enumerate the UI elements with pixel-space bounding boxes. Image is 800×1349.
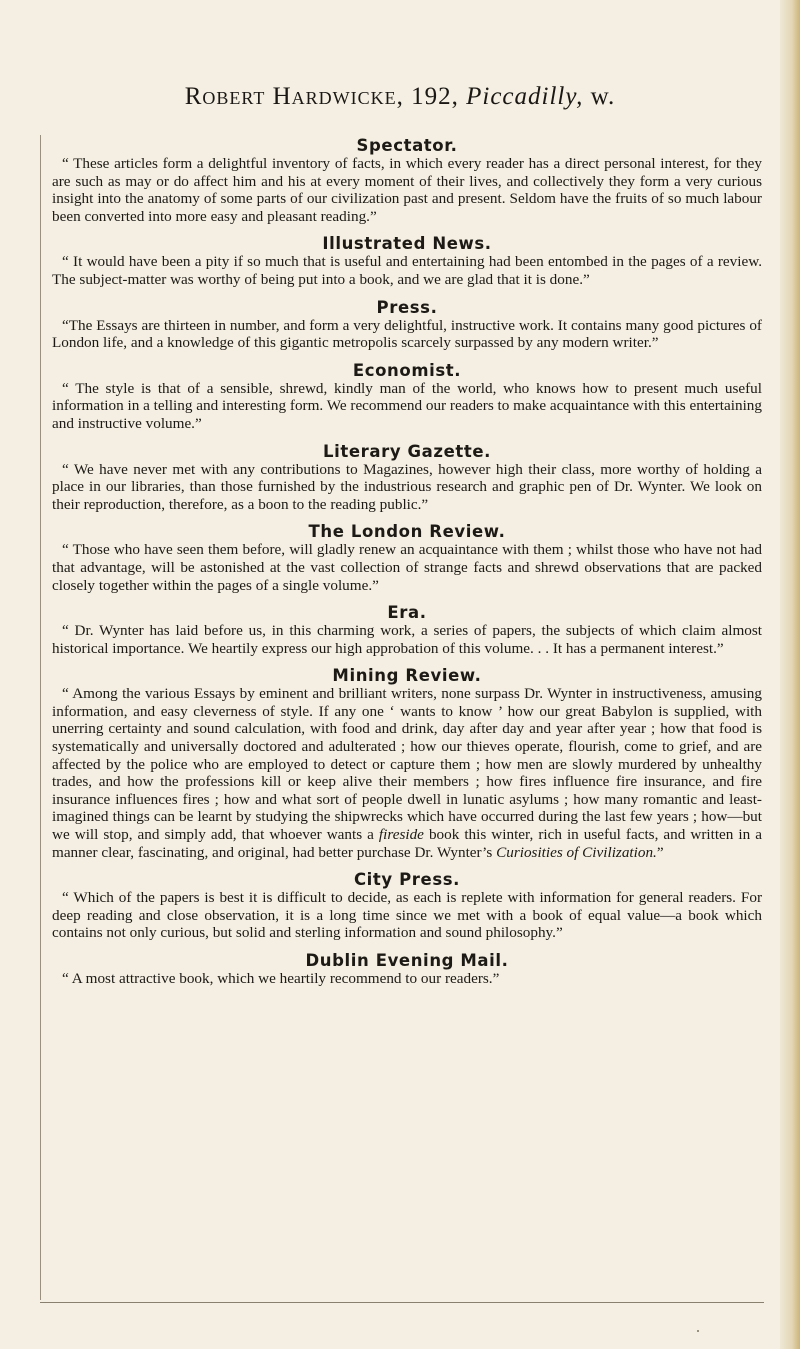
margin-rule [40,135,41,1300]
review-source: Literary Gazette. [322,441,492,461]
review-quote [52,685,762,861]
review-source: Press. [376,297,438,317]
street-number: 192, [411,83,459,110]
review-source: Illustrated News. [322,234,492,254]
review-quote: “ Dr. Wynter has laid before us, in this charming work, a series of papers, the subjects of which claim almost historical importance. We heartily express our high approbation of this volume. . . It has a permanent interest.” [52,622,762,657]
review-quote: “ Those who have seen them before, will gladly renew an acquaintance with them ; whilst those who have not had that advantage, will be astonished at the vast collection of strange facts and shrewd observations that are packed closely together within the pages of a single volume.” [52,541,762,594]
postal-district: w. [590,83,616,110]
review-quote: “ We have never met with any contributions to Magazines, however high their class, more worthy of holding a place in our libraries, than those furnished by the industrious research and graphic pen of Dr. Wynter. We look on their reproduction, therefore, as a boon to the reading public.” [52,460,762,513]
quote-text: ” [656,843,664,861]
review-quote: “ It would have been a pity if so much that is useful and entertaining had been entombed in the pages of a review. The subject-matter was worthy of being put into a book, and we are glad that it is done.” [52,253,762,288]
page-edge [780,0,800,1349]
review-source: Mining Review. [332,666,482,686]
review-source: Economist. [352,360,462,380]
publisher-name: Robert Hardwicke, [184,83,404,110]
street-name: Piccadilly, [466,83,584,110]
review-quote: “ A most attractive book, which we heartily recommend to our readers.” [62,970,500,987]
review-quote: “ Which of the papers is best it is difficult to decide, as each is replete with information for general readers. For deep reading and close observation, it is a long time since we met with a book of equal value—a book which contains not only curious, but solid and sterling information and sound philosophy.” [52,889,762,942]
reviews-section [52,136,762,997]
quote-emphasis: fireside [378,826,424,844]
bottom-rule [40,1302,764,1303]
quote-text: book this winter, rich in useful facts, and written in a manner clear, fascinating, and original, had better purchase Dr. Wynter’s [52,826,762,861]
review-quote: “ These articles form a delightful inventory of facts, in which every reader has a direct personal interest, for they are such as may or do affect him and his at every moment of their lives, and collectively they form a very curious insight into the anatomy of some parts of our civilization past and present. Seldom have the fruits of so much labour been converted into more easy and pleasant reading.” [52,155,762,225]
review-source: The London Review. [308,522,506,542]
review-quote: “The Essays are thirteen in number, and form a very delightful, instructive work. It contains many good pictures of London life, and a knowledge of this gigantic metropolis scarcely surpassed by any modern writer.” [52,316,762,352]
review-source: Dublin Evening Mail. [305,951,509,970]
review-source: Spectator. [356,136,458,155]
review-source: City Press. [353,870,461,890]
review-source: Era. [387,603,427,623]
book-title: Curiosities of Civilization. [496,843,657,861]
review-quote: “ The style is that of a sensible, shrewd, kindly man of the world, who knows how to present much useful information in a telling and interesting form. We recommend our readers to make acquaintance with this entertaining and instructive volume.” [52,379,762,432]
running-head [0,83,800,111]
ink-speck [697,1330,699,1332]
quote-text: “ Among the various Essays by eminent and brilliant writers, none surpass Dr. Wynter in instructiveness, amusing information, and easy cleverness of style. If any one ‘ wants to know ’ how our great Babylon is supplied, with unerring certainty and sound calculation, with food and drink, day after day and year after year ; how that food is systematically and universally doctored and adulterated ; how our thieves operate, flourish, come to grief, and are affected by the police who are employed to detect or capture them ; how men are slowly murdered by unhealthy trades, and how the professions kill or keep alive their members ; how fires influence fire insurance, and fire insurance influences fires ; how and what sort of people dwell in lunatic asylums ; how many romantic and least-imagined things can be learnt by studying the shipwrecks which have occurred during the last few years ; how—but we will stop, and simply add, that whoever wants a [52,685,762,844]
